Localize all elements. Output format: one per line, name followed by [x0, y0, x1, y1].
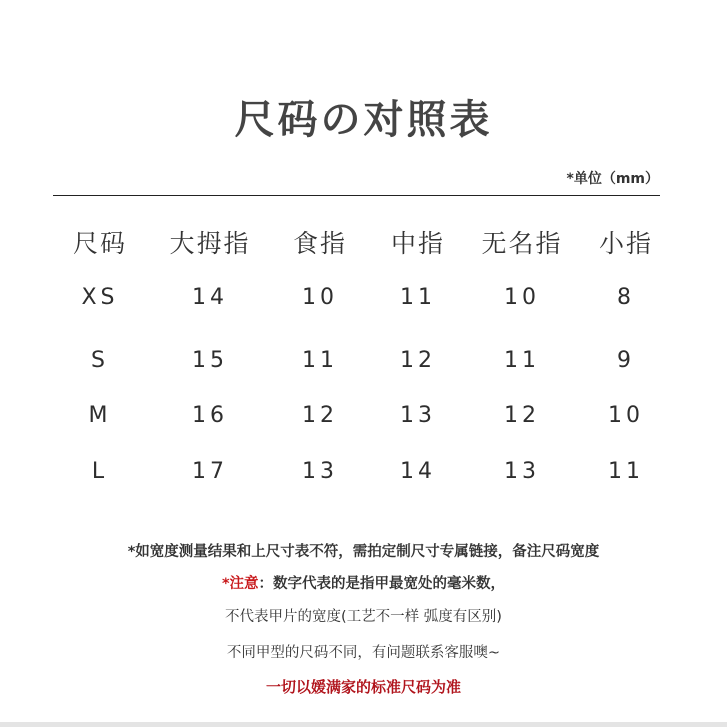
table-header-ring: 无名指 — [481, 229, 563, 258]
table-cell-thumb: 14 — [192, 285, 228, 310]
table-cell-thumb: 15 — [192, 348, 228, 373]
table-cell-thumb: 17 — [192, 459, 228, 484]
note-measurement: *如宽度测量结果和上尺寸表不符，需拍定制尺寸专属链接，备注尺码宽度 — [127, 544, 600, 560]
header-divider — [53, 195, 660, 196]
table-cell-middle: 14 — [400, 459, 436, 484]
table-cell-index: 13 — [302, 459, 338, 484]
table-cell-size: L — [91, 459, 109, 484]
note-width-disclaimer: 不代表甲片的宽度(工艺不一样 弧度有区别) — [225, 609, 502, 625]
table-cell-thumb: 16 — [192, 403, 228, 428]
note-attention — [0, 572, 727, 593]
table-header-pinky: 小指 — [598, 229, 653, 258]
table-cell-index: 11 — [302, 348, 338, 373]
table-cell-ring: 13 — [504, 459, 540, 484]
table-header-index: 食指 — [292, 229, 347, 258]
table-header-size: 尺码 — [72, 229, 127, 258]
table-cell-ring: 11 — [504, 348, 540, 373]
table-cell-middle: 13 — [400, 403, 436, 428]
table-cell-middle: 12 — [400, 348, 436, 373]
table-cell-middle: 11 — [400, 285, 436, 310]
table-cell-pinky: 9 — [617, 348, 635, 373]
table-cell-pinky: 10 — [608, 403, 644, 428]
table-cell-size: M — [88, 403, 112, 428]
table-cell-ring: 12 — [504, 403, 540, 428]
table-cell-pinky: 8 — [617, 285, 635, 310]
table-cell-ring: 10 — [504, 285, 540, 310]
table-cell-size: S — [91, 348, 109, 373]
table-cell-pinky: 11 — [608, 459, 644, 484]
note-contact: 不同甲型的尺码不同，有问题联系客服噢~ — [226, 645, 501, 661]
table-cell-index: 10 — [302, 285, 338, 310]
table-cell-index: 12 — [302, 403, 338, 428]
page-title: 尺码の对照表 — [234, 97, 493, 143]
unit-note: *单位（mm） — [566, 171, 659, 187]
note-attention-text: ：数字代表的是指甲最宽处的毫米数， — [258, 576, 506, 592]
note-standard-size: 一切以媛满家的标准尺码为准 — [265, 678, 461, 696]
note-attention-label: *注意 — [221, 576, 259, 592]
table-header-thumb: 大拇指 — [169, 229, 251, 258]
table-header-middle: 中指 — [390, 229, 445, 258]
bottom-divider — [0, 722, 727, 727]
table-cell-size: XS — [81, 285, 119, 310]
